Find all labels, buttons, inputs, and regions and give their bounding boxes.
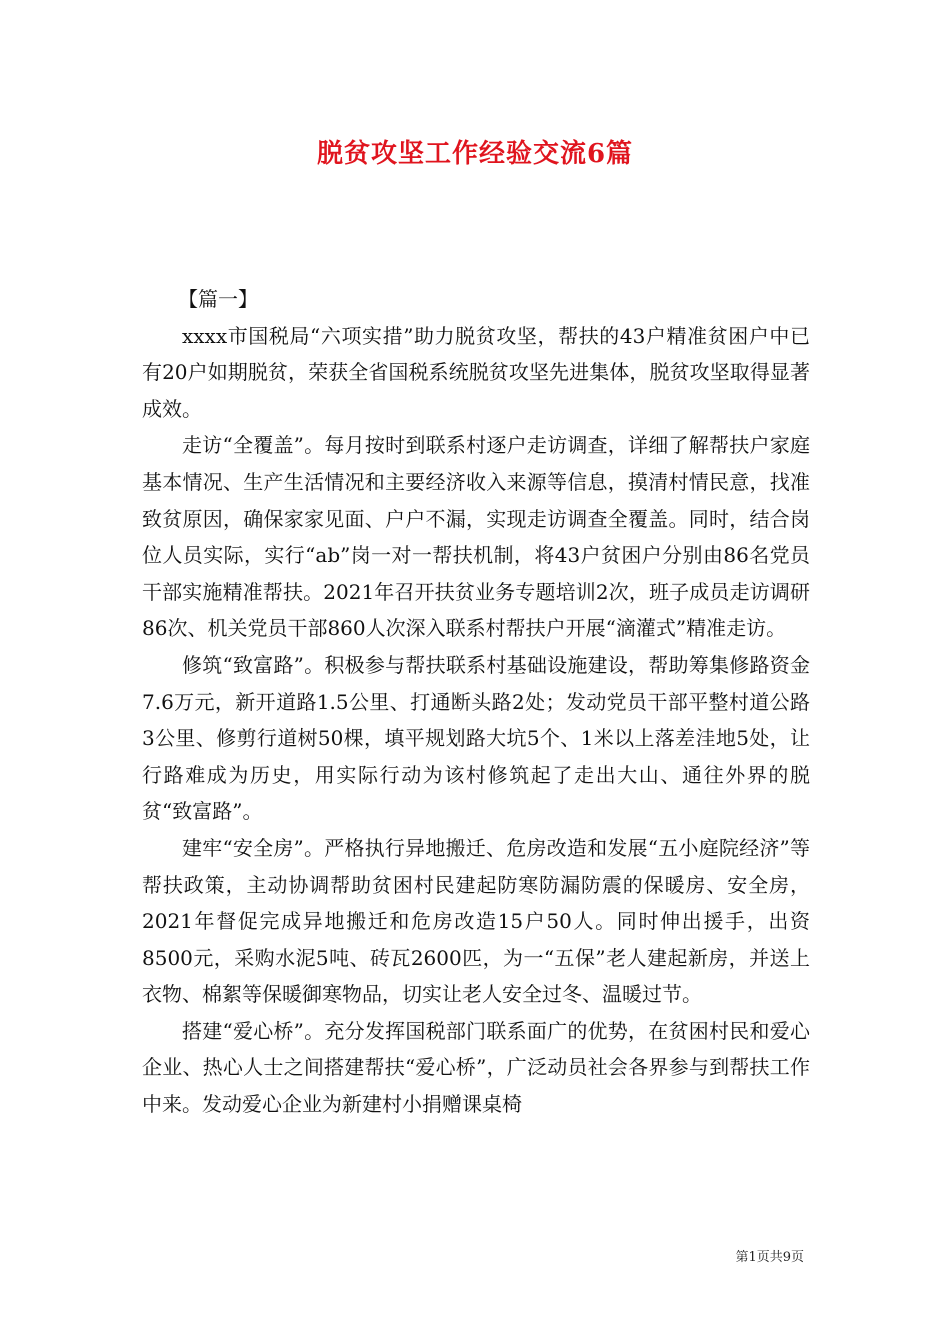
paragraph-intro: xxxx市国税局“六项实措”助力脱贫攻坚，帮扶的43户精准贫困户中已有20户如期脱贫，荣获全省国税系统脱贫攻坚先进集体，脱贫攻坚取得显著成效。 bbox=[142, 323, 810, 421]
paragraph-roads: 修筑“致富路”。积极参与帮扶联系村基础设施建设，帮助筹集修路资金7.6万元，新开道路1.5公里、打通断头路2处；发动党员干部平整村道公路3公里、修剪行道树50棵，填平规划路大坑5个、1米以上落差洼地5处，让行路难成为历史，用实际行动为该村修筑起了走出大山、通往外界的脱贫“致富路”。 bbox=[142, 652, 810, 824]
document-body bbox=[142, 281, 810, 1123]
section-label: 【篇一】 bbox=[178, 287, 258, 311]
paragraph-visits: 走访“全覆盖”。每月按时到联系村逐户走访调查，详细了解帮扶户家庭基本情况、生产生活情况和主要经济收入来源等信息，摸清村情民意，找准致贫原因，确保家家见面、户户不漏，实现走访调查全覆盖。同时，结合岗位人员实际，实行“ab”岗一对一帮扶机制，将43户贫困户分别由86名党员干部实施精准帮扶。2021年召开扶贫业务专题培训2次，班子成员走访调研86次、机关党员干部860人次深入联系村帮扶户开展“滴灌式”精准走访。 bbox=[142, 433, 810, 641]
document-title: 脱贫攻坚工作经验交流6篇 bbox=[316, 139, 634, 169]
paragraph-charity-bridge: 搭建“爱心桥”。充分发挥国税部门联系面广的优势，在贫困村民和爱心企业、热心人士之间搭建帮扶“爱心桥”，广泛动员社会各界参与到帮扶工作中来。发动爱心企业为新建村小捐赠课桌椅 bbox=[142, 1018, 810, 1117]
page-number: 第1页共9页 bbox=[735, 1250, 804, 1265]
paragraph-housing: 建牢“安全房”。严格执行异地搬迁、危房改造和发展“五小庭院经济”等帮扶政策，主动协调帮助贫困村民建起防寒防漏防震的保暖房、安全房，2021年督促完成异地搬迁和危房改造15户50人。同时伸出援手，出资8500元，采购水泥5吨、砖瓦2600匹，为一“五保”老人建起新房，并送上衣物、棉絮等保暖御寒物品，切实让老人安全过冬、温暖过节。 bbox=[142, 835, 810, 1007]
